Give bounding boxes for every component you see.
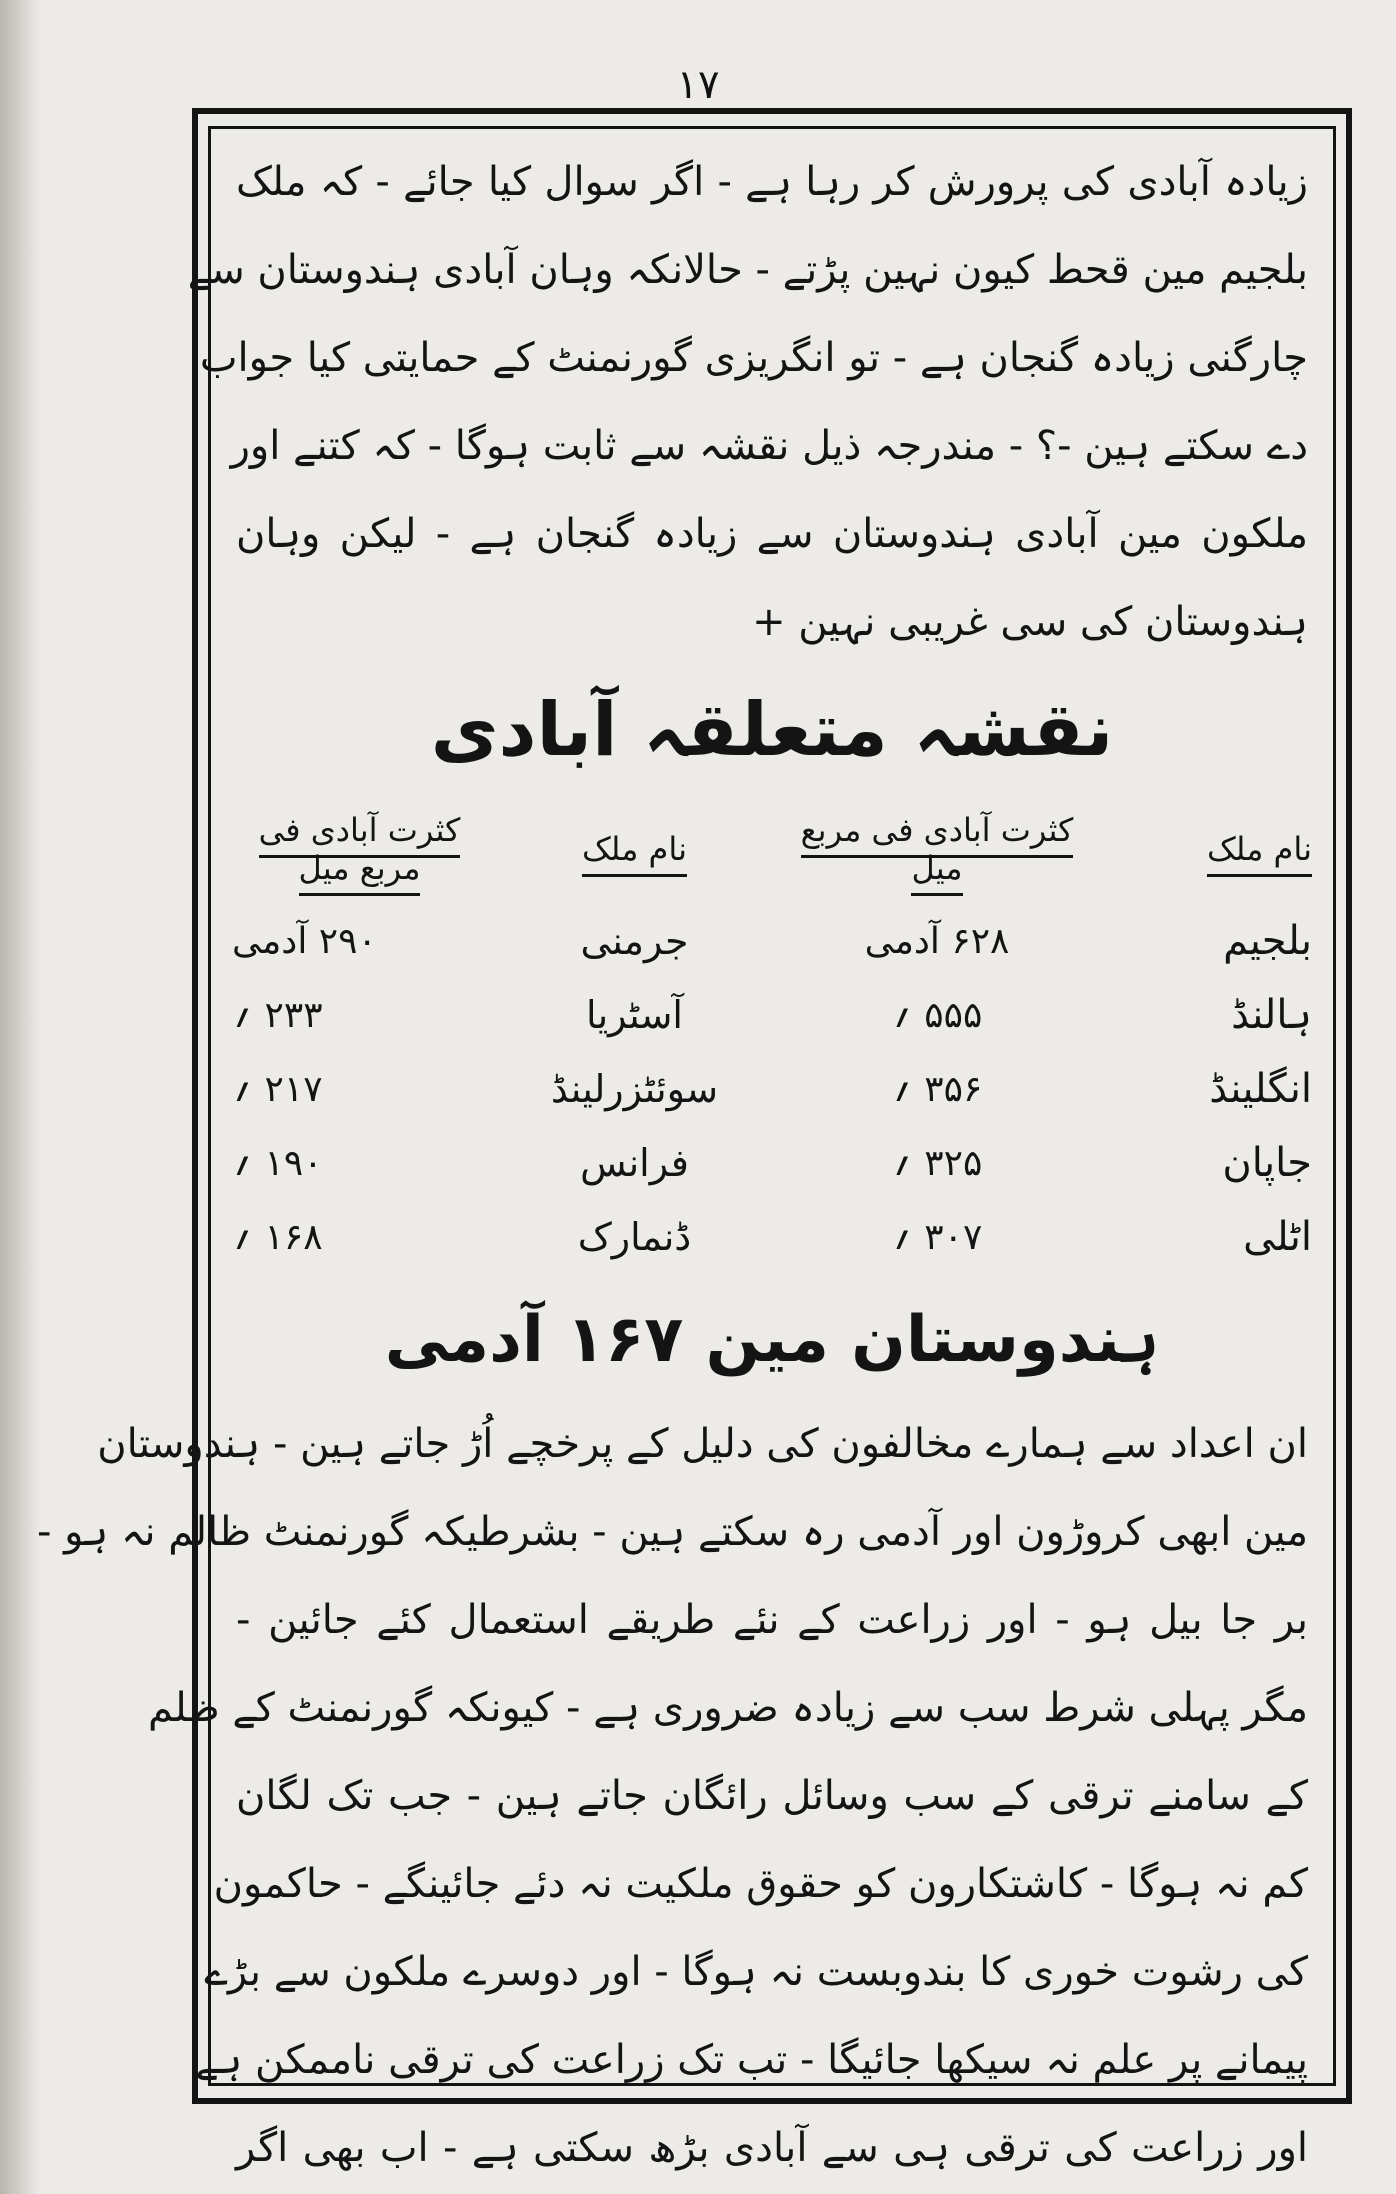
cell-country-1: بلجیم: [1223, 918, 1312, 964]
cell-density-1: ۳۰۷ ؍: [891, 1216, 983, 1258]
text-line: بر جا بیل ہو - اور زراعت کے نئے طریقے استعمال کئے جائین -: [236, 1597, 1308, 1643]
cell-country-2: سوئٹزرلینڈ: [550, 1067, 719, 1111]
header-country-2: نام ملک: [497, 794, 772, 904]
page-gutter-shadow: [0, 0, 40, 2194]
text-line: مین ابھی کروڑون اور آدمی رہ سکتے ہین - بشرطیکہ گورنمنٹ ظالم نہ ہو -: [37, 1509, 1308, 1555]
text-line: زیادہ آبادی کی پرورش کر رہا ہے - اگر سوال کیا جائے - کہ ملک: [236, 159, 1308, 205]
text-line: کم نہ ہوگا - کاشتکارون کو حقوق ملکیت نہ دئے جائینگے - حاکمون: [213, 1861, 1308, 1907]
cell-density-1: ۶۲۸ آدمی: [864, 920, 1010, 962]
cell-density-2: ۲۹۰ آدمی: [232, 920, 377, 962]
page-content: [37, 138, 1322, 2192]
cell-country-2: آسٹریا: [586, 993, 683, 1037]
text-line: اور زراعت کی ترقی ہی سے آبادی بڑھ سکتی ہے - اب بھی اگر: [236, 2125, 1308, 2171]
text-line: چارگنی زیادہ گنجان ہے - تو انگریزی گورنمنٹ کے حمایتی کیا جواب: [199, 335, 1308, 381]
india-population-line: ہندوستان مین ۱۶۷ آدمی: [384, 1303, 1160, 1377]
text-line: بلجیم مین قحط کیون نہین پڑتے - حالانکہ وہان آبادی ہندوستان سے: [187, 247, 1308, 293]
cell-country-2: ڈنمارک: [577, 1215, 692, 1259]
cell-density-1: ۵۵۵ ؍: [891, 994, 983, 1036]
text-line: ہندوستان کی سی غریبی نہین +: [752, 599, 1308, 645]
text-line: مگر پہلی شرط سب سے زیادہ ضروری ہے - کیونکہ گورنمنٹ کے ظلم: [147, 1685, 1308, 1731]
text-line: ان اعداد سے ہمارے مخالفون کی دلیل کے پرخچے اُڑ جاتے ہین - ہندوستان: [97, 1421, 1308, 1467]
text-line: کی رشوت خوری کا بندوبست نہ ہوگا - اور دوسرے ملکون سے بڑے: [204, 1949, 1308, 1995]
table-row: [222, 978, 1322, 1052]
table-row: [222, 904, 1322, 978]
table-header-row: [222, 794, 1322, 904]
text-line: دے سکتے ہین -؟ - مندرجہ ذیل نقشہ سے ثابت ہوگا - کہ کتنے اور: [230, 423, 1308, 469]
cell-density-1: ۳۵۶ ؍: [891, 1068, 983, 1110]
cell-country-1: اٹلی: [1243, 1214, 1312, 1260]
text-line: کے سامنے ترقی کے سب وسائل رائگان جاتے ہین - جب تک لگان: [236, 1773, 1308, 1819]
text-line: ملکون مین آبادی ہندوستان سے زیادہ گنجان ہے - لیکن وہان: [236, 511, 1308, 557]
paragraph-intro: [187, 138, 1322, 666]
table-row: [222, 1200, 1322, 1274]
cell-country-2: فرانس: [580, 1141, 689, 1185]
population-table: [222, 794, 1322, 1274]
cell-country-1: جاپان: [1222, 1140, 1312, 1186]
text-line: پیمانے پر علم نہ سیکھا جائیگا - تب تک زراعت کی ترقی ناممکن ہے: [195, 2037, 1308, 2083]
cell-density-2: ۲۳۳ ؍: [232, 994, 323, 1036]
cell-country-1: انگلینڈ: [1209, 1066, 1312, 1112]
header-density-2: کثرت آبادی فی مربع میل: [222, 794, 497, 904]
cell-country-1: ہالنڈ: [1231, 992, 1312, 1038]
cell-density-2: ۱۶۸ ؍: [232, 1216, 323, 1258]
paragraph-argument: [37, 1400, 1322, 2192]
table-row: [222, 1052, 1322, 1126]
table-row: [222, 1126, 1322, 1200]
cell-density-1: ۳۲۵ ؍: [891, 1142, 983, 1184]
cell-density-2: ۲۱۷ ؍: [232, 1068, 323, 1110]
table-title: نقشہ متعلقہ آبادی: [430, 687, 1114, 773]
header-country-1: نام ملک: [1102, 794, 1322, 904]
cell-density-2: ۱۹۰ ؍: [232, 1142, 323, 1184]
cell-country-2: جرمنی: [580, 919, 689, 963]
page-number: ۱۷: [676, 62, 720, 108]
header-density-1: کثرت آبادی فی مربع میل: [772, 794, 1102, 904]
